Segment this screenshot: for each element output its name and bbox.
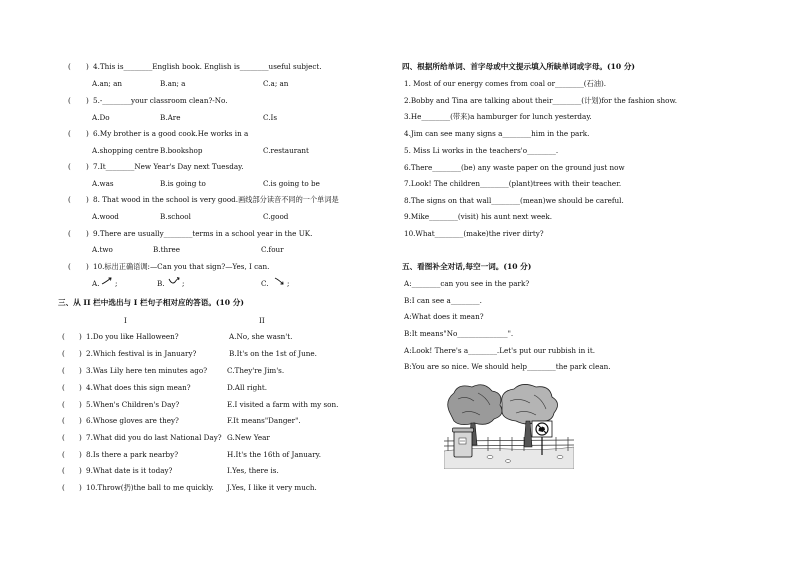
matching-question: 5.When's Children's Day? [86, 400, 180, 409]
answer-paren: ( [62, 332, 65, 341]
answer-paren: ( [68, 195, 71, 204]
matching-answer: F.It means"Danger". [227, 416, 301, 425]
option-a: A.an; an [92, 79, 123, 88]
answer-paren: ( [68, 229, 71, 238]
question-stem: 8. That wood in the school is very good.画线部分读音不同的一个单词是 [93, 195, 339, 204]
fill-in-item: 3.He________(带来)a hamburger for lunch yesterday. [404, 112, 592, 121]
answer-paren-close: ) [79, 366, 82, 375]
option-b-punct: ; [182, 279, 185, 288]
question-stem: 5.-________your classroom clean?-No. [93, 96, 228, 105]
dialogue-line: B:It means"No______________". [404, 329, 514, 338]
fill-in-item: 8.The signs on that wall________(mean)we should be careful. [404, 196, 624, 205]
option-b: B.school [160, 212, 191, 221]
question-stem: 10.标出正确语调:—Can you that sign?—Yes, I can. [93, 262, 270, 271]
option-a: A.was [92, 179, 114, 188]
matching-answer: I.Yes, there is. [227, 466, 279, 475]
answer-paren-close: ) [86, 129, 89, 138]
answer-paren-close: ) [86, 62, 89, 71]
option-c: C. [261, 279, 269, 288]
answer-paren-close: ) [79, 450, 82, 459]
option-a: A.wood [92, 212, 119, 221]
matching-question: 9.What date is it today? [86, 466, 173, 475]
option-b: B.is going to [160, 179, 206, 188]
matching-answer: E.I visited a farm with my son. [227, 400, 339, 409]
matching-question: 4.What does this sign mean? [86, 383, 191, 392]
option-c-punct: ; [287, 279, 290, 288]
option-a: A. [92, 279, 100, 288]
option-b: B.three [153, 245, 181, 254]
matching-answer: G.New Year [227, 433, 270, 442]
answer-paren: ( [62, 450, 65, 459]
matching-question: 3.Was Lily here ten minutes ago? [86, 366, 208, 375]
answer-paren: ( [68, 262, 71, 271]
fill-in-item: 4.Jim can see many signs a________him in the park. [404, 129, 590, 138]
option-c: C.a; an [263, 79, 289, 88]
option-c: C.four [261, 245, 284, 254]
question-stem: 4.This is________English book. English is________useful subject. [93, 62, 322, 71]
answer-paren: ( [68, 62, 71, 71]
fill-in-item: 5. Miss Li works in the teachers'o________. [404, 146, 559, 155]
section-four-title: 四、根据所给单词、首字母或中文提示填入所缺单词或字母。(10 分) [402, 62, 636, 71]
dialogue-line: B:You are so nice. We should help________the park clean. [404, 362, 611, 371]
answer-paren-close: ) [79, 483, 82, 492]
answer-paren-close: ) [86, 162, 89, 171]
question-stem: 9.There are usually________terms in a school year in the UK. [93, 229, 313, 238]
option-b: B.bookshop [160, 146, 203, 155]
matching-answer: H.It's the 16th of January. [227, 450, 322, 459]
answer-paren: ( [62, 400, 65, 409]
answer-paren-close: ) [79, 433, 82, 442]
section-five-title: 五、看图补全对话,每空一词。(10 分) [402, 262, 532, 271]
matching-answer: J.Yes, I like it very much. [227, 483, 317, 492]
matching-question: 2.Which festival is in January? [86, 349, 197, 358]
dialogue-line: A:Look! There's a________.Let's put our rubbish in it. [404, 346, 595, 355]
question-stem: 7.It________New Year's Day next Tuesday. [93, 162, 244, 171]
dialogue-line: B:I can see a________. [404, 296, 482, 305]
fill-in-item: 2.Bobby and Tina are talking about their________(计划)for the fashion show. [404, 96, 678, 105]
answer-paren: ( [62, 433, 65, 442]
option-a: A.shopping centre [92, 146, 159, 155]
option-a-punct: ; [115, 279, 118, 288]
answer-paren-close: ) [86, 96, 89, 105]
option-c: C.good [263, 212, 289, 221]
answer-paren-close: ) [79, 383, 82, 392]
fill-in-item: 7.Look! The children________(plant)trees with their teacher. [404, 179, 622, 188]
matching-answer: C.They're Jim's. [227, 366, 285, 375]
matching-question: 6.Whose gloves are they? [86, 416, 179, 425]
option-c: C.is going to be [263, 179, 320, 188]
fill-in-item: 1. Most of our energy comes from coal or________(石油). [404, 79, 607, 88]
trash-can-icon [453, 428, 474, 457]
matching-answer: A.No, she wasn't. [229, 332, 293, 341]
park-illustration [444, 383, 574, 469]
option-b: B.Are [160, 113, 181, 122]
option-c: C.restaurant [263, 146, 309, 155]
column-ii-header: II [259, 316, 265, 325]
column-i-header: I [124, 316, 127, 325]
fill-in-item: 6.There________(be) any waste paper on the ground just now [404, 163, 625, 172]
answer-paren: ( [62, 366, 65, 375]
option-c: C.Is [263, 113, 278, 122]
answer-paren: ( [62, 483, 65, 492]
answer-paren-close: ) [86, 195, 89, 204]
section-three-title: 三、从 II 栏中选出与 I 栏句子相对应的答语。(10 分) [58, 298, 244, 307]
answer-paren-close: ) [86, 262, 89, 271]
option-b: B. [157, 279, 165, 288]
matching-question: 8.Is there a park nearby? [86, 450, 179, 459]
matching-answer: D.All right. [227, 383, 268, 392]
question-stem: 6.My brother is a good cook.He works in a [93, 129, 249, 138]
answer-paren: ( [68, 129, 71, 138]
fill-in-item: 10.What________(make)the river dirty? [404, 229, 544, 238]
rising-intonation-arrow-icon [100, 276, 114, 286]
matching-answer: B.It's on the 1st of June. [229, 349, 317, 358]
option-a: A.two [92, 245, 113, 254]
answer-paren-close: ) [79, 466, 82, 475]
answer-paren: ( [68, 96, 71, 105]
answer-paren-close: ) [79, 349, 82, 358]
dialogue-line: A:What does it mean? [404, 312, 484, 321]
answer-paren: ( [62, 349, 65, 358]
option-a: A.Do [92, 113, 110, 122]
answer-paren: ( [62, 466, 65, 475]
answer-paren-close: ) [86, 229, 89, 238]
matching-question: 10.Throw(扔)the ball to me quickly. [86, 483, 214, 492]
falling-rising-intonation-arrow-icon [167, 276, 181, 286]
dialogue-line: A:________can you see in the park? [404, 279, 530, 288]
answer-paren-close: ) [79, 416, 82, 425]
matching-question: 7.What did you do last National Day? [86, 433, 222, 442]
answer-paren-close: ) [79, 332, 82, 341]
falling-intonation-arrow-icon [272, 276, 286, 286]
answer-paren-close: ) [79, 400, 82, 409]
matching-question: 1.Do you like Halloween? [86, 332, 179, 341]
answer-paren: ( [62, 383, 65, 392]
answer-paren: ( [62, 416, 65, 425]
fill-in-item: 9.Mike________(visit) his aunt next week. [404, 212, 553, 221]
option-b: B.an; a [160, 79, 186, 88]
answer-paren: ( [68, 162, 71, 171]
